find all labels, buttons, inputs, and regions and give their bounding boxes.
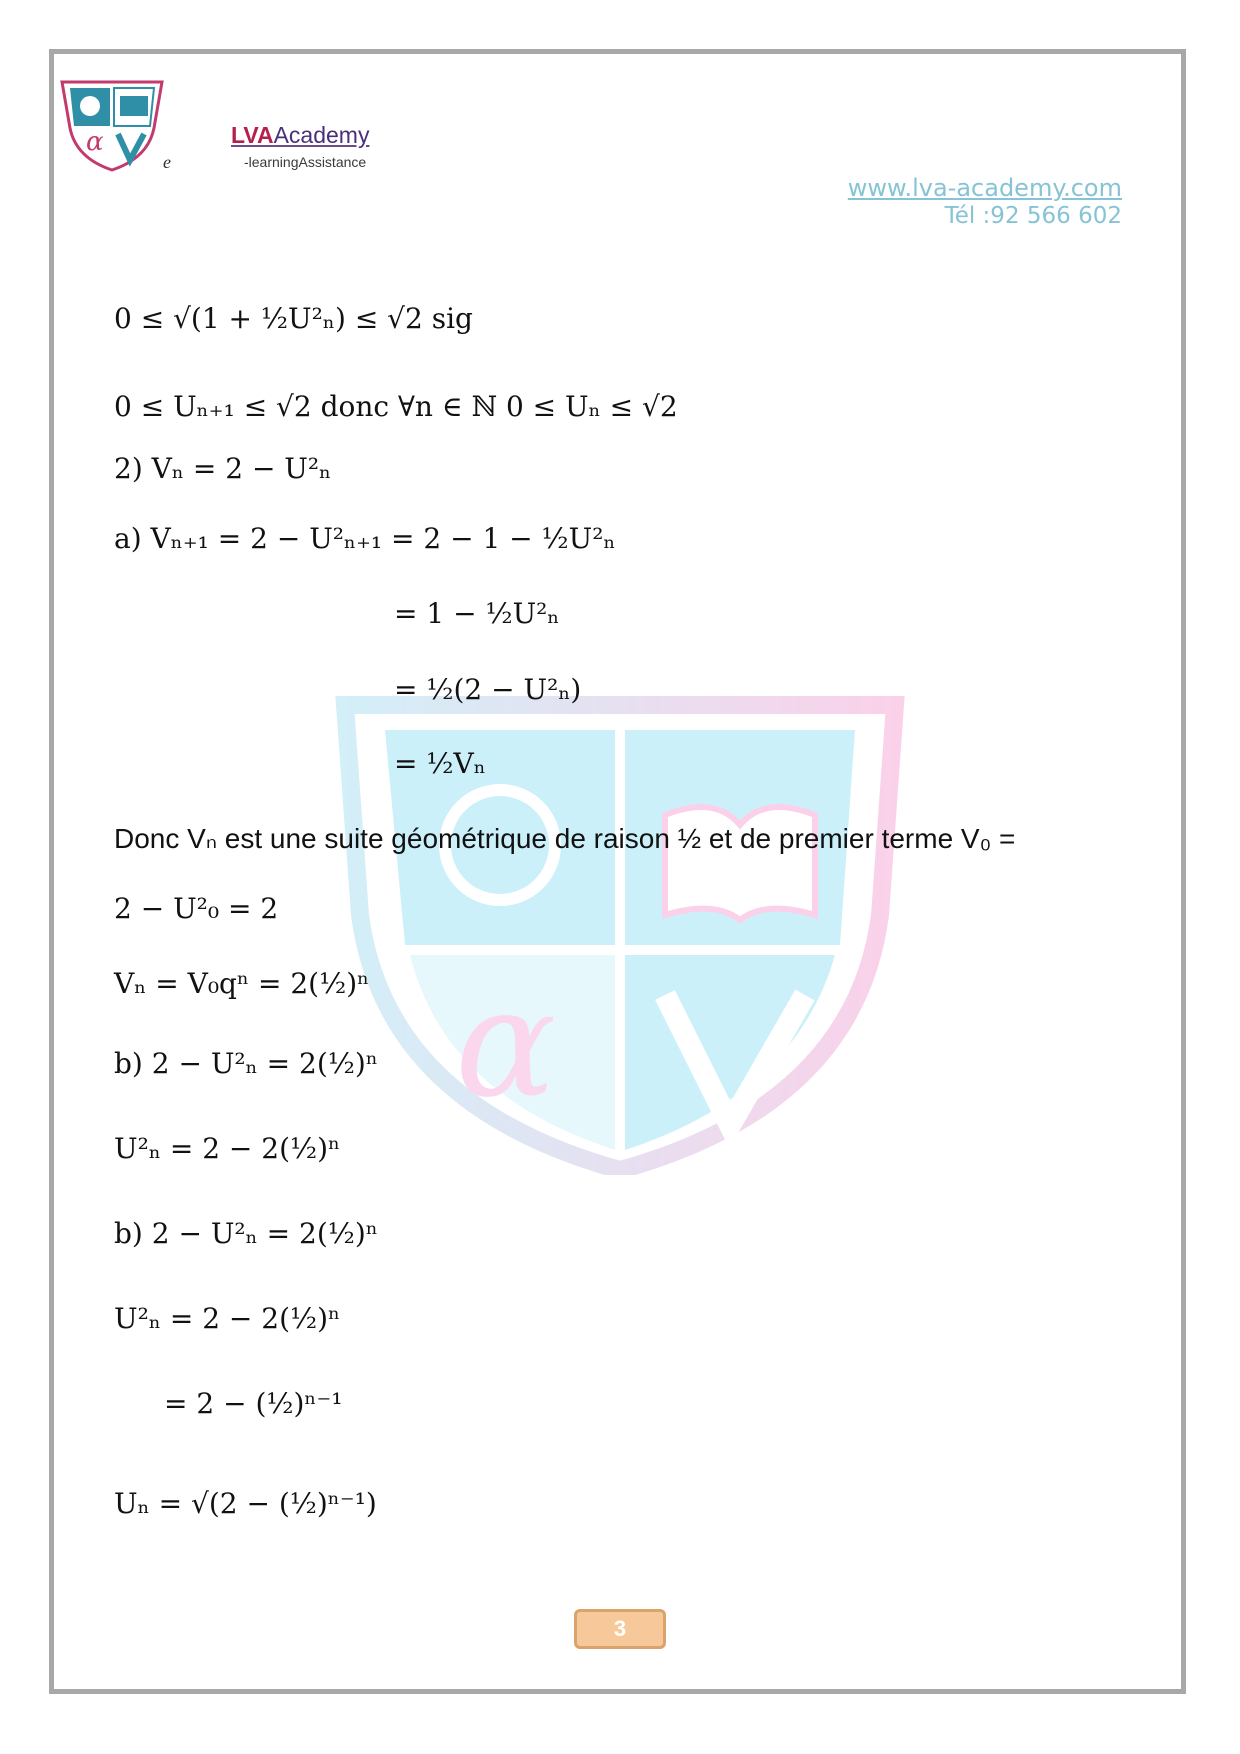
math-line-6: = ½(2 − U²ₙ) [394, 673, 582, 706]
math-line-2: 0 ≤ Uₙ₊₁ ≤ √2 donc ∀n ∈ ℕ 0 ≤ Uₙ ≤ √2 [114, 390, 678, 423]
math-line-7: = ½Vₙ [394, 747, 486, 780]
svg-text:α: α [86, 127, 104, 157]
lva-logo-icon [58, 80, 166, 172]
brand-tagline: -learningAssistance [244, 154, 367, 170]
math-line-14: U²ₙ = 2 − 2(½)ⁿ [114, 1302, 341, 1335]
math-line-12: U²ₙ = 2 − 2(½)ⁿ [114, 1132, 341, 1165]
logo-e-mark: e [163, 152, 171, 172]
math-line-16: Uₙ = √(2 − (½)ⁿ⁻¹) [114, 1487, 377, 1520]
math-line-10: Vₙ = V₀qⁿ = 2(½)ⁿ [114, 967, 370, 1000]
math-line-3: 2) Vₙ = 2 − U²ₙ [114, 452, 332, 485]
svg-text:α: α [455, 957, 557, 1131]
math-line-9: 2 − U²₀ = 2 [114, 892, 279, 925]
page-number-badge: 3 [574, 1609, 666, 1649]
brand-name [231, 122, 369, 149]
math-line-11: b) 2 − U²ₙ = 2(½)ⁿ [114, 1047, 378, 1080]
math-line-1: 0 ≤ √(1 + ½U²ₙ) ≤ √2 sig [114, 302, 473, 335]
brand-academy: Academy [273, 122, 370, 148]
math-line-13: b) 2 − U²ₙ = 2(½)ⁿ [114, 1217, 378, 1250]
math-line-4: a) Vₙ₊₁ = 2 − U²ₙ₊₁ = 2 − 1 − ½U²ₙ [114, 522, 616, 555]
website-link[interactable]: www.lva-academy.com [847, 174, 1122, 202]
math-line-5: = 1 − ½U²ₙ [394, 597, 560, 630]
text-line-8: Donc Vₙ est une suite géométrique de raison ½ et de premier terme V₀ = [114, 823, 1016, 854]
math-line-15: = 2 − (½)ⁿ⁻¹ [164, 1387, 343, 1420]
phone-number: Tél :92 566 602 [944, 203, 1122, 229]
brand-lva: LVA [231, 122, 274, 148]
